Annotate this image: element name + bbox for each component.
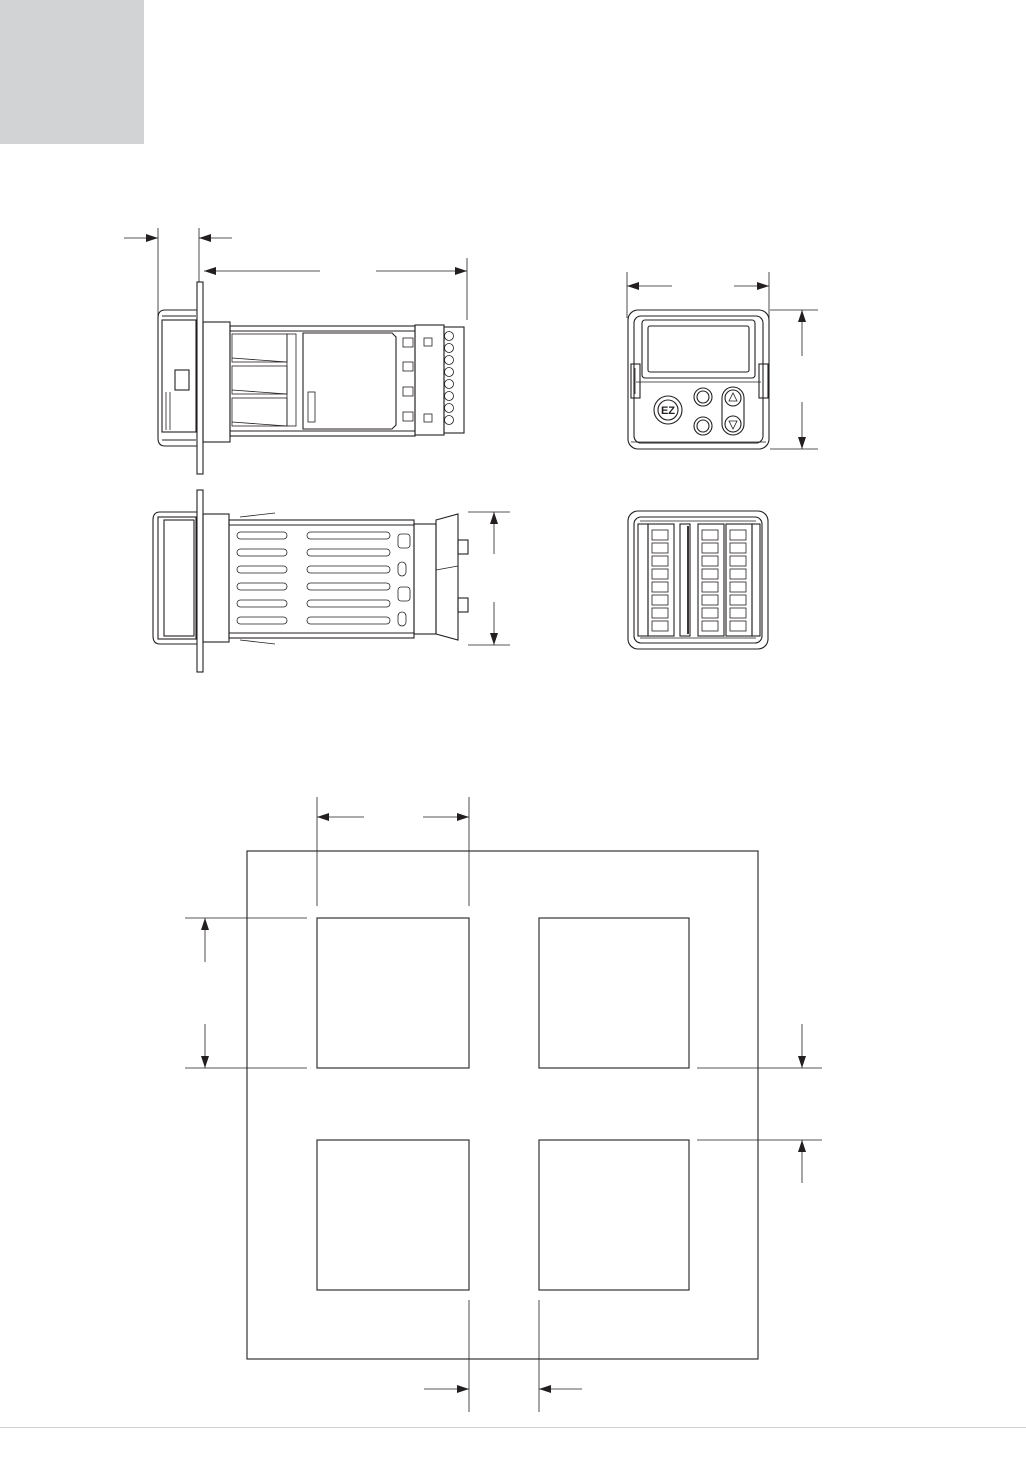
ez-button-label: EZ [660,405,676,417]
cutout-top-right [539,918,689,1068]
cutout-top-left [317,918,469,1068]
front-view [627,272,818,449]
side-view-upper [124,228,467,474]
panel-cutout-layout [185,797,822,1412]
cutout-bottom-left [317,1140,469,1290]
panel-outline [247,851,758,1359]
side-view-lower [153,490,510,672]
cutout-bottom-right [539,1140,689,1290]
rear-view [628,511,768,649]
footer-rule [0,1427,1026,1428]
